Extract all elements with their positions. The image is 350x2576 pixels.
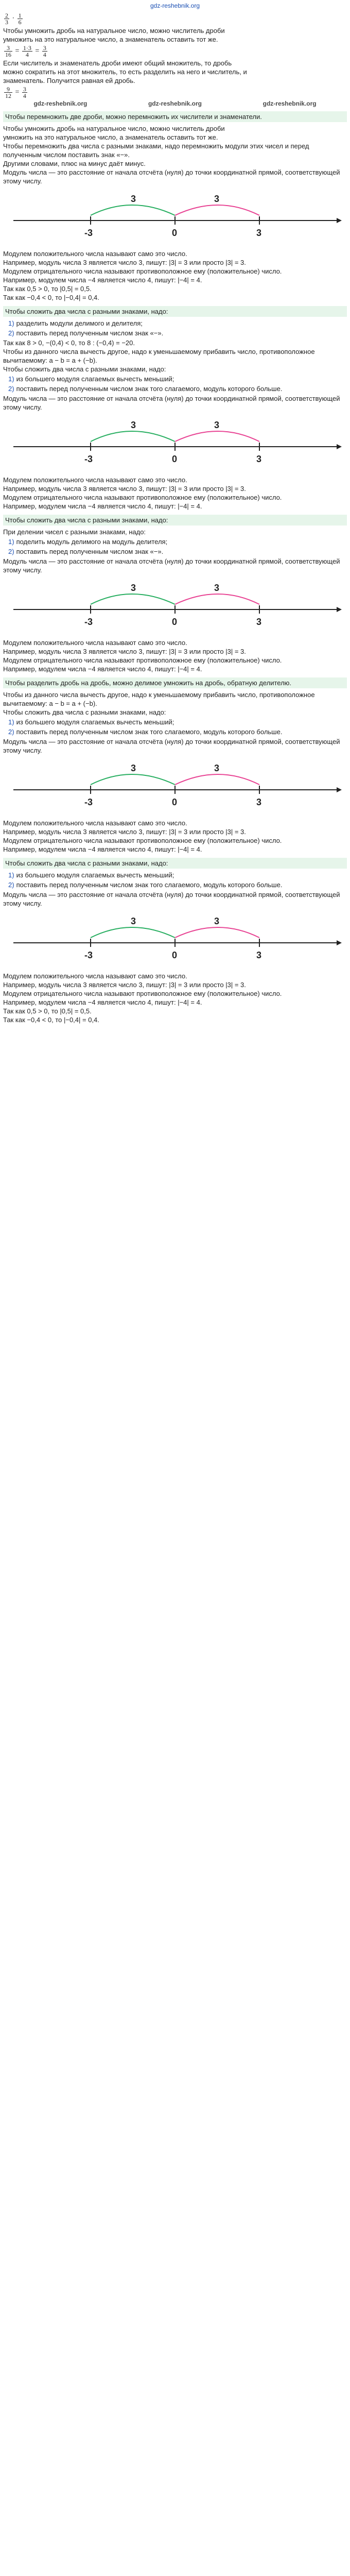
mod-positive: Модулем положительного числа называют само это число. <box>3 476 187 484</box>
mod-negative-example: Например, модулем числа −4 является число 4, пишут: |−4| = 4. <box>3 845 202 853</box>
arc-right <box>175 431 259 442</box>
arc-label-right: 3 <box>214 916 220 926</box>
watermark: gdz-reshebnik.org <box>262 100 317 107</box>
tick-label: 0 <box>172 617 178 627</box>
list-item: 1) из большего модуля слагаемых вычесть меньший; <box>8 871 174 879</box>
mod-negative: Модулем отрицательного числа называют противоположное ему (положительное) число. <box>3 990 282 997</box>
tick-label: 3 <box>256 950 262 960</box>
mod-negative-example: Например, модулем числа −4 является число 4, пишут: |−4| = 4. <box>3 998 202 1006</box>
number-line <box>3 912 347 969</box>
watermark-row <box>3 100 347 107</box>
section-fraction-multiplication <box>3 12 347 107</box>
mod-positive-example: Например, модуль числа 3 является число 3, пишут: |3| = 3 или просто |3| = 3. <box>3 648 246 655</box>
arc-left <box>91 927 175 938</box>
arc-left <box>91 205 175 215</box>
list-item: 2) поставить перед полученным числом знак того слагаемого, модуль которого больше. <box>8 881 283 889</box>
watermark: gdz-reshebnik.org <box>33 100 87 107</box>
sub-rule: Чтобы из данного числа вычесть другое, надо к уменьшаемому прибавить число, противоположное вычитаемому: a − b = a + (−b). <box>3 691 315 707</box>
highlight-rule: Чтобы перемножить две дроби, можно перемножить их числители и знаменатели. <box>3 111 347 122</box>
mod-positive-example: Например, модуль числа 3 является число 3, пишут: |3| = 3 или просто |3| = 3. <box>3 259 246 266</box>
arc-left <box>91 594 175 604</box>
arc-left <box>91 431 175 442</box>
mod-negative: Модулем отрицательного числа называют противоположное ему (положительное) число. <box>3 837 282 844</box>
highlight-rule: Чтобы разделить дробь на дробь, можно делимое умножить на дробь, обратную делителю. <box>3 677 347 688</box>
modulus-definition: Модуль числа — это расстояние от начала отсчёта (нуля) до точки координатной прямой, соответствующей этому числу. <box>3 395 340 411</box>
tick-label: -3 <box>84 617 93 627</box>
tick-label: 0 <box>172 797 178 807</box>
mod-negative: Модулем отрицательного числа называют противоположное ему (положительное) число. <box>3 656 282 664</box>
rule-text: можно сократить на этот множитель, то есть разделить на него и числитель, и <box>3 68 247 76</box>
mod-positive: Модулем положительного числа называют само это число. <box>3 639 187 647</box>
so-line: Так как −0,4 < 0, то |−0,4| = 0,4. <box>3 1016 99 1024</box>
rule-text: знаменатель. Получится равная ей дробь. <box>3 77 135 84</box>
modulus-definition: Модуль числа — это расстояние от начала отсчёта (нуля) до точки координатной прямой, соответствующей этому числу. <box>3 891 340 907</box>
number-line-figure <box>3 912 347 969</box>
so-line: Так как 0,5 > 0, то |0,5| = 0,5. <box>3 285 92 293</box>
modulus-definition: Модуль числа — это расстояние от начала отсчёта (нуля) до точки координатной прямой, соответствующей этому числу. <box>3 168 340 185</box>
section-modulus-4 <box>3 819 347 854</box>
mod-positive-example: Например, модуль числа 3 является число 3, пишут: |3| = 3 или просто |3| = 3. <box>3 828 246 836</box>
tick-label: 0 <box>172 950 178 960</box>
list-item: 2) поставить перед полученным числом знак того слагаемого, модуль которого больше. <box>8 385 283 393</box>
list-item: 1) из большего модуля слагаемых вычесть меньший; <box>8 375 174 383</box>
arc-label-right: 3 <box>214 420 220 430</box>
section-modulus-2 <box>3 476 347 511</box>
arc-label-left: 3 <box>131 916 136 926</box>
so-line: Так как −0,4 < 0, то |−0,4| = 0,4. <box>3 294 99 301</box>
number-line <box>3 416 347 472</box>
fraction: $\frac{2}{3}$ <box>5 12 8 26</box>
number-line <box>3 579 347 635</box>
tick-label: -3 <box>84 950 93 960</box>
mod-negative-example: Например, модулем числа −4 является число 4, пишут: |−4| = 4. <box>3 276 202 284</box>
number-line-figure <box>3 759 347 816</box>
axis-arrow <box>337 787 342 792</box>
axis-arrow <box>337 218 342 223</box>
arc-right <box>175 205 259 215</box>
list-item: 1) из большего модуля слагаемых вычесть меньший; <box>8 718 174 726</box>
site-link[interactable]: gdz-reshebnik.org <box>150 2 200 9</box>
formula: $\frac{9}{12}$ = $\frac{3}{4}$ <box>5 86 26 99</box>
list-item: 2) поставить перед полученным числом знак «−». <box>8 548 164 555</box>
section-modulus-5 <box>3 972 347 1024</box>
fraction: $\frac{1}{6}$ <box>18 12 22 26</box>
axis-arrow <box>337 940 342 945</box>
section-division <box>3 319 347 412</box>
so-line: Так как 0,5 > 0, то |0,5| = 0,5. <box>3 1007 92 1015</box>
rule-text: Чтобы перемножить два числа с разными знаками, надо перемножить модули этих чисел и перед полученным числом поставить знак «−». <box>3 142 309 159</box>
highlight-rule: Чтобы сложить два числа с разными знаками, надо: <box>3 858 347 869</box>
section-subtraction <box>3 690 347 755</box>
rule-text: Чтобы умножить дробь на натуральное число, можно числитель дроби <box>3 27 225 35</box>
add-rule: Чтобы сложить два числа с разными знаками, надо: <box>3 365 166 373</box>
mod-negative-example: Например, модулем числа −4 является число 4, пишут: |−4| = 4. <box>3 665 202 673</box>
arc-right <box>175 774 259 785</box>
axis-arrow <box>337 607 342 612</box>
tick-label: 0 <box>172 454 178 464</box>
formula: $\frac{3}{16}$ = $\frac{1\cdot 3}{4}$ = $\frac{3}{4}$ <box>5 44 46 58</box>
mod-positive: Модулем положительного числа называют само это число. <box>3 819 187 827</box>
page-content <box>0 12 350 1024</box>
section-division-2 <box>3 528 347 574</box>
axis-arrow <box>337 444 342 449</box>
rule-text: умножить на это натуральное число, а знаменатель оставить тот же. <box>3 36 218 43</box>
arc-left <box>91 774 175 785</box>
add-rule: Чтобы сложить два числа с разными знаками, надо: <box>3 708 166 716</box>
mod-positive: Модулем положительного числа называют само это число. <box>3 250 187 258</box>
rule-text: умножить на это натуральное число, а знаменатель оставить тот же. <box>3 133 218 141</box>
number-line <box>3 759 347 816</box>
section-multiply-signs <box>3 124 347 185</box>
section-modulus <box>3 249 347 302</box>
mod-negative: Модулем отрицательного числа называют противоположное ему (положительное) число. <box>3 267 282 275</box>
section-modulus-3 <box>3 638 347 673</box>
arc-label-right: 3 <box>214 763 220 773</box>
tick-label: 3 <box>256 454 262 464</box>
highlight-rule: Чтобы сложить два числа с разными знаками, надо: <box>3 515 347 526</box>
mod-positive: Модулем положительного числа называют само это число. <box>3 972 187 980</box>
tick-label: -3 <box>84 228 93 238</box>
list-item: 1) поделить модуль делимого на модуль делителя; <box>8 538 168 546</box>
tick-label: 3 <box>256 617 262 627</box>
arc-label-right: 3 <box>214 583 220 593</box>
number-line <box>3 190 347 246</box>
arc-right <box>175 594 259 604</box>
other-words: Другими словами, плюс на минус даёт минус. <box>3 160 146 167</box>
example: Так как 8 > 0, −(0,4) < 0, то 8 : (−0,4) = −20. <box>3 339 135 347</box>
tick-label: -3 <box>84 454 93 464</box>
tick-label: 3 <box>256 797 262 807</box>
modulus-definition: Модуль числа — это расстояние от начала отсчёта (нуля) до точки координатной прямой, соответствующей этому числу. <box>3 557 340 574</box>
formula: $\frac{2}{3}$ · $\frac{1}{6}$ <box>5 12 22 26</box>
number-line-figure <box>3 190 347 246</box>
number-line-figure <box>3 579 347 635</box>
arc-label-right: 3 <box>214 194 220 204</box>
number-line-figure <box>3 416 347 472</box>
mod-negative-example: Например, модулем числа −4 является число 4, пишут: |−4| = 4. <box>3 502 202 510</box>
arc-label-left: 3 <box>131 420 136 430</box>
mod-positive-example: Например, модуль числа 3 является число 3, пишут: |3| = 3 или просто |3| = 3. <box>3 981 246 989</box>
list-item: 2) поставить перед полученным числом знак «−». <box>8 329 164 337</box>
modulus-definition: Модуль числа — это расстояние от начала отсчёта (нуля) до точки координатной прямой, соответствующей этому числу. <box>3 738 340 754</box>
tick-label: 0 <box>172 228 178 238</box>
div-rule: При делении чисел с разными знаками, надо: <box>3 528 146 536</box>
arc-label-left: 3 <box>131 763 136 773</box>
list-item: 2) поставить перед полученным числом знак того слагаемого, модуль которого больше. <box>8 728 283 736</box>
arc-label-left: 3 <box>131 583 136 593</box>
sub-rule: Чтобы из данного числа вычесть другое, надо к уменьшаемому прибавить число, противоположное вычитаемому: a − b = a + (−b). <box>3 348 315 364</box>
tick-label: 3 <box>256 228 262 238</box>
arc-right <box>175 927 259 938</box>
list-item: 1) разделить модули делимого и делителя; <box>8 319 143 327</box>
section-final <box>3 871 347 908</box>
mod-negative: Модулем отрицательного числа называют противоположное ему (положительное) число. <box>3 494 282 501</box>
rule-text: Чтобы умножить дробь на натуральное число, можно числитель дроби <box>3 125 225 132</box>
rule-text: Если числитель и знаменатель дроби имеют общий множитель, то дробь <box>3 59 232 67</box>
watermark: gdz-reshebnik.org <box>148 100 202 107</box>
arc-label-left: 3 <box>131 194 136 204</box>
mod-positive-example: Например, модуль числа 3 является число 3, пишут: |3| = 3 или просто |3| = 3. <box>3 485 246 493</box>
highlight-rule: Чтобы сложить два числа с разными знаками, надо: <box>3 306 347 317</box>
tick-label: -3 <box>84 797 93 807</box>
site-header[interactable] <box>0 0 350 11</box>
